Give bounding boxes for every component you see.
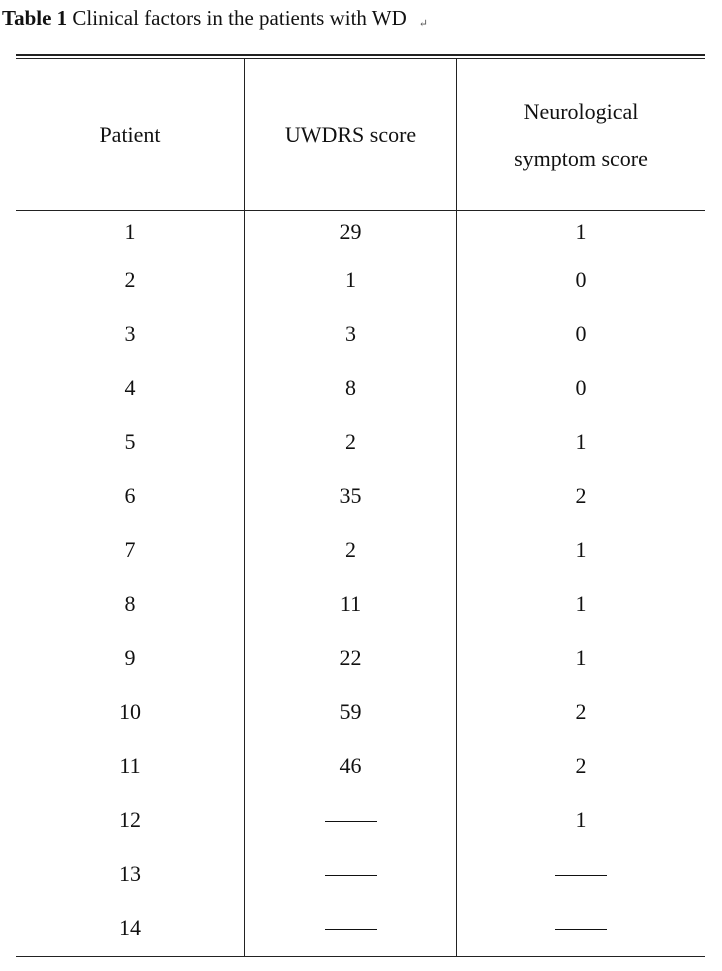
missing-value-dash [555, 929, 607, 930]
neuro-score-cell: 2 [575, 699, 587, 724]
neuro-score-cell: 1 [575, 645, 587, 670]
table-row [16, 793, 705, 847]
neuro-score-cell [457, 901, 705, 955]
neuro-score-cell: 0 [575, 267, 587, 292]
patient-cell: 12 [119, 807, 141, 832]
table-row [16, 901, 705, 955]
header-uwdrs-score: UWDRS score [284, 122, 417, 147]
patient-cell: 2 [124, 267, 136, 292]
header-neurological-symptom-score [457, 59, 705, 210]
table-row [16, 739, 705, 793]
paragraph-return-mark: ↵ [418, 18, 429, 30]
uwdrs-cell [245, 847, 456, 901]
patient-cell: 6 [124, 483, 136, 508]
neuro-score-cell: 1 [575, 537, 587, 562]
uwdrs-cell: 35 [339, 483, 362, 508]
table-row [16, 847, 705, 901]
uwdrs-cell [245, 901, 456, 955]
table-row [16, 307, 705, 361]
patient-cell: 13 [119, 861, 141, 886]
table-caption-label: Table 1 [2, 6, 68, 30]
uwdrs-cell: 1 [345, 267, 356, 292]
neuro-score-cell: 0 [575, 375, 587, 400]
patient-cell: 9 [124, 645, 136, 670]
uwdrs-cell [245, 793, 456, 847]
uwdrs-cell: 2 [345, 537, 356, 562]
uwdrs-cell: 46 [339, 753, 362, 778]
neuro-score-cell: 1 [575, 807, 587, 832]
table-bottom-rule [16, 956, 705, 957]
neuro-score-cell: 1 [575, 429, 587, 454]
patient-cell: 8 [124, 591, 136, 616]
table-row [16, 577, 705, 631]
patient-cell: 11 [119, 753, 141, 778]
patient-cell: 4 [124, 375, 136, 400]
patient-cell: 10 [119, 699, 141, 724]
uwdrs-cell: 22 [339, 645, 362, 670]
table-caption-text: Clinical factors in the patients with WD [67, 6, 407, 30]
neuro-score-cell: 1 [575, 591, 587, 616]
table-row [16, 361, 705, 415]
uwdrs-cell: 29 [339, 219, 362, 244]
uwdrs-cell: 8 [345, 375, 356, 400]
patient-cell: 7 [124, 537, 136, 562]
patient-cell: 5 [124, 429, 136, 454]
missing-value-dash [555, 875, 607, 876]
table-row [16, 523, 705, 577]
missing-value-dash [325, 875, 377, 876]
missing-value-dash [325, 821, 377, 822]
patient-cell: 3 [124, 321, 136, 346]
table-row [16, 205, 705, 259]
table-row [16, 469, 705, 523]
header-patient: Patient [99, 122, 161, 147]
table-row [16, 631, 705, 685]
neuro-score-cell: 2 [575, 483, 587, 508]
header-neuro-line-2: symptom score [514, 145, 648, 171]
neuro-score-cell [457, 847, 705, 901]
table-top-rule [16, 54, 705, 56]
patient-cell: 1 [124, 219, 136, 244]
header-neuro-line-1: Neurological [523, 98, 639, 124]
table-caption [2, 4, 428, 36]
neuro-score-cell: 0 [575, 321, 587, 346]
table-row [16, 253, 705, 307]
uwdrs-cell: 59 [339, 699, 362, 724]
neuro-score-cell: 2 [575, 753, 587, 778]
missing-value-dash [325, 929, 377, 930]
table-row [16, 415, 705, 469]
uwdrs-cell: 11 [339, 591, 362, 616]
patient-cell: 14 [119, 915, 141, 940]
neuro-score-cell: 1 [575, 219, 587, 244]
uwdrs-cell: 2 [345, 429, 356, 454]
table-row [16, 685, 705, 739]
uwdrs-cell: 3 [345, 321, 356, 346]
